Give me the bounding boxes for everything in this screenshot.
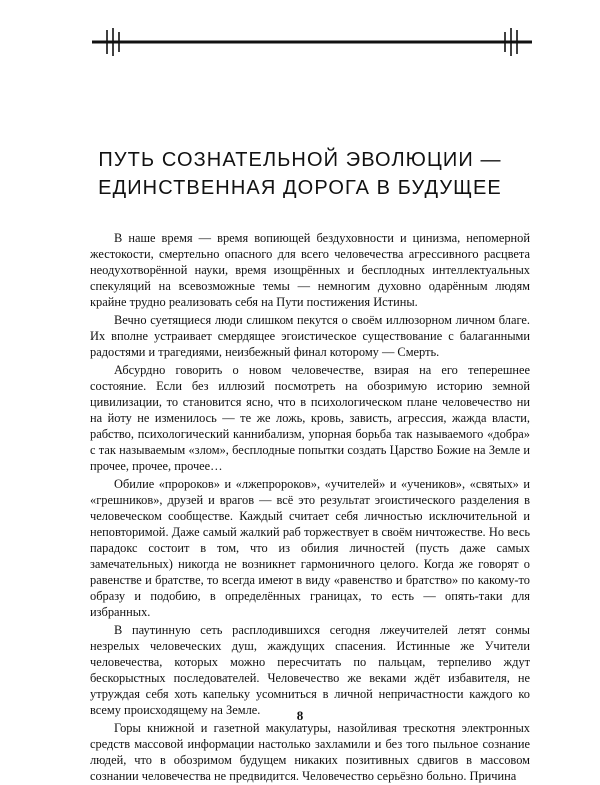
chapter-body	[90, 231, 530, 785]
paragraph-2: Вечно суетящиеся люди слишком пекутся о своём иллюзорном личном благе. Их вполне устраивает смердящее эгоистическое существование с балаганными радостями и трагедиями, неизбежный финал которому — Смерть.	[90, 313, 530, 359]
paragraph-3: Абсурдно говорить о новом человечестве, взирая на его теперешнее состояние. Если без иллюзий посмотреть на обозримую историю земной цивилизации, то становится ясно, что в психологическом плане человечество ни на йоту не изменилось — те же ложь, кровь, зависть, агрессия, жажда власти, рабство, психологический каннибализм, упорная борьба так называемого «добра» с так называемым «злом», бесплодные попытки создать Царство Божие на Земле и прочее, прочее, прочее…	[90, 363, 530, 473]
chapter-title-line-1: ПУТЬ СОЗНАТЕЛЬНОЙ ЭВОЛЮЦИИ —	[98, 149, 502, 171]
paragraph-4: Обилие «пророков» и «лжепророков», «учителей» и «учеников», «святых» и «грешников», друзей и врагов — всё это результат эгоистического разделения в человеческом сообществе. Каждый считает себя личностью исключительной и неповторимой. Даже самый жалкий раб торжествует в своём ничтожестве. Но весь парадокс состоит в том, что из обилия личностей (пусть даже самых замечательных) никогда не возникнет гармоничного целого. Когда же говорят о равенстве и братстве, то всегда имеют в виду «равенство и братство» по какому-то образу и подобию, в определённых границах, то есть — опять-таки для избранных.	[90, 477, 530, 619]
header-ornament	[92, 26, 532, 58]
paragraph-1: В наше время — время вопиющей бездуховности и цинизма, непомерной жестокости, смертельно опасного для всего человечества агрессивного расцвета неодухотворённой науки, время изощрённых и бесплодных интеллектуальных спекуляций на всевозможные темы — немногим духовно одарённым людям крайне трудно реализовать себя на Пути постижения Истины.	[90, 231, 530, 309]
paragraph-6: Горы книжной и газетной макулатуры, назойливая трескотня электронных средств массовой информации настолько захламили и без того пыльное сознание людей, что в обозримом будущем никаких позитивных сдвигов в массовом сознании человечества не предвидится. Человечество серьёзно больно. Причина	[90, 721, 530, 783]
page-number: 8	[296, 708, 304, 723]
chapter-title-line-2: ЕДИНСТВЕННАЯ ДОРОГА В БУДУЩЕЕ	[98, 177, 502, 199]
chapter-title	[60, 146, 540, 202]
paragraph-5: В паутинную сеть расплодившихся сегодня лжеучителей летят сонмы незрелых человеческих душ, жаждущих спасения. Истинные же Учители человечества, которых можно пересчитать по пальцам, терпеливо ждут бескорыстных последователей. Человечество же веками ждёт избавителя, не утруждая себя хоть капельку усомниться в личной непричастности каждого ко всему происходящему на Земле.	[90, 623, 530, 717]
